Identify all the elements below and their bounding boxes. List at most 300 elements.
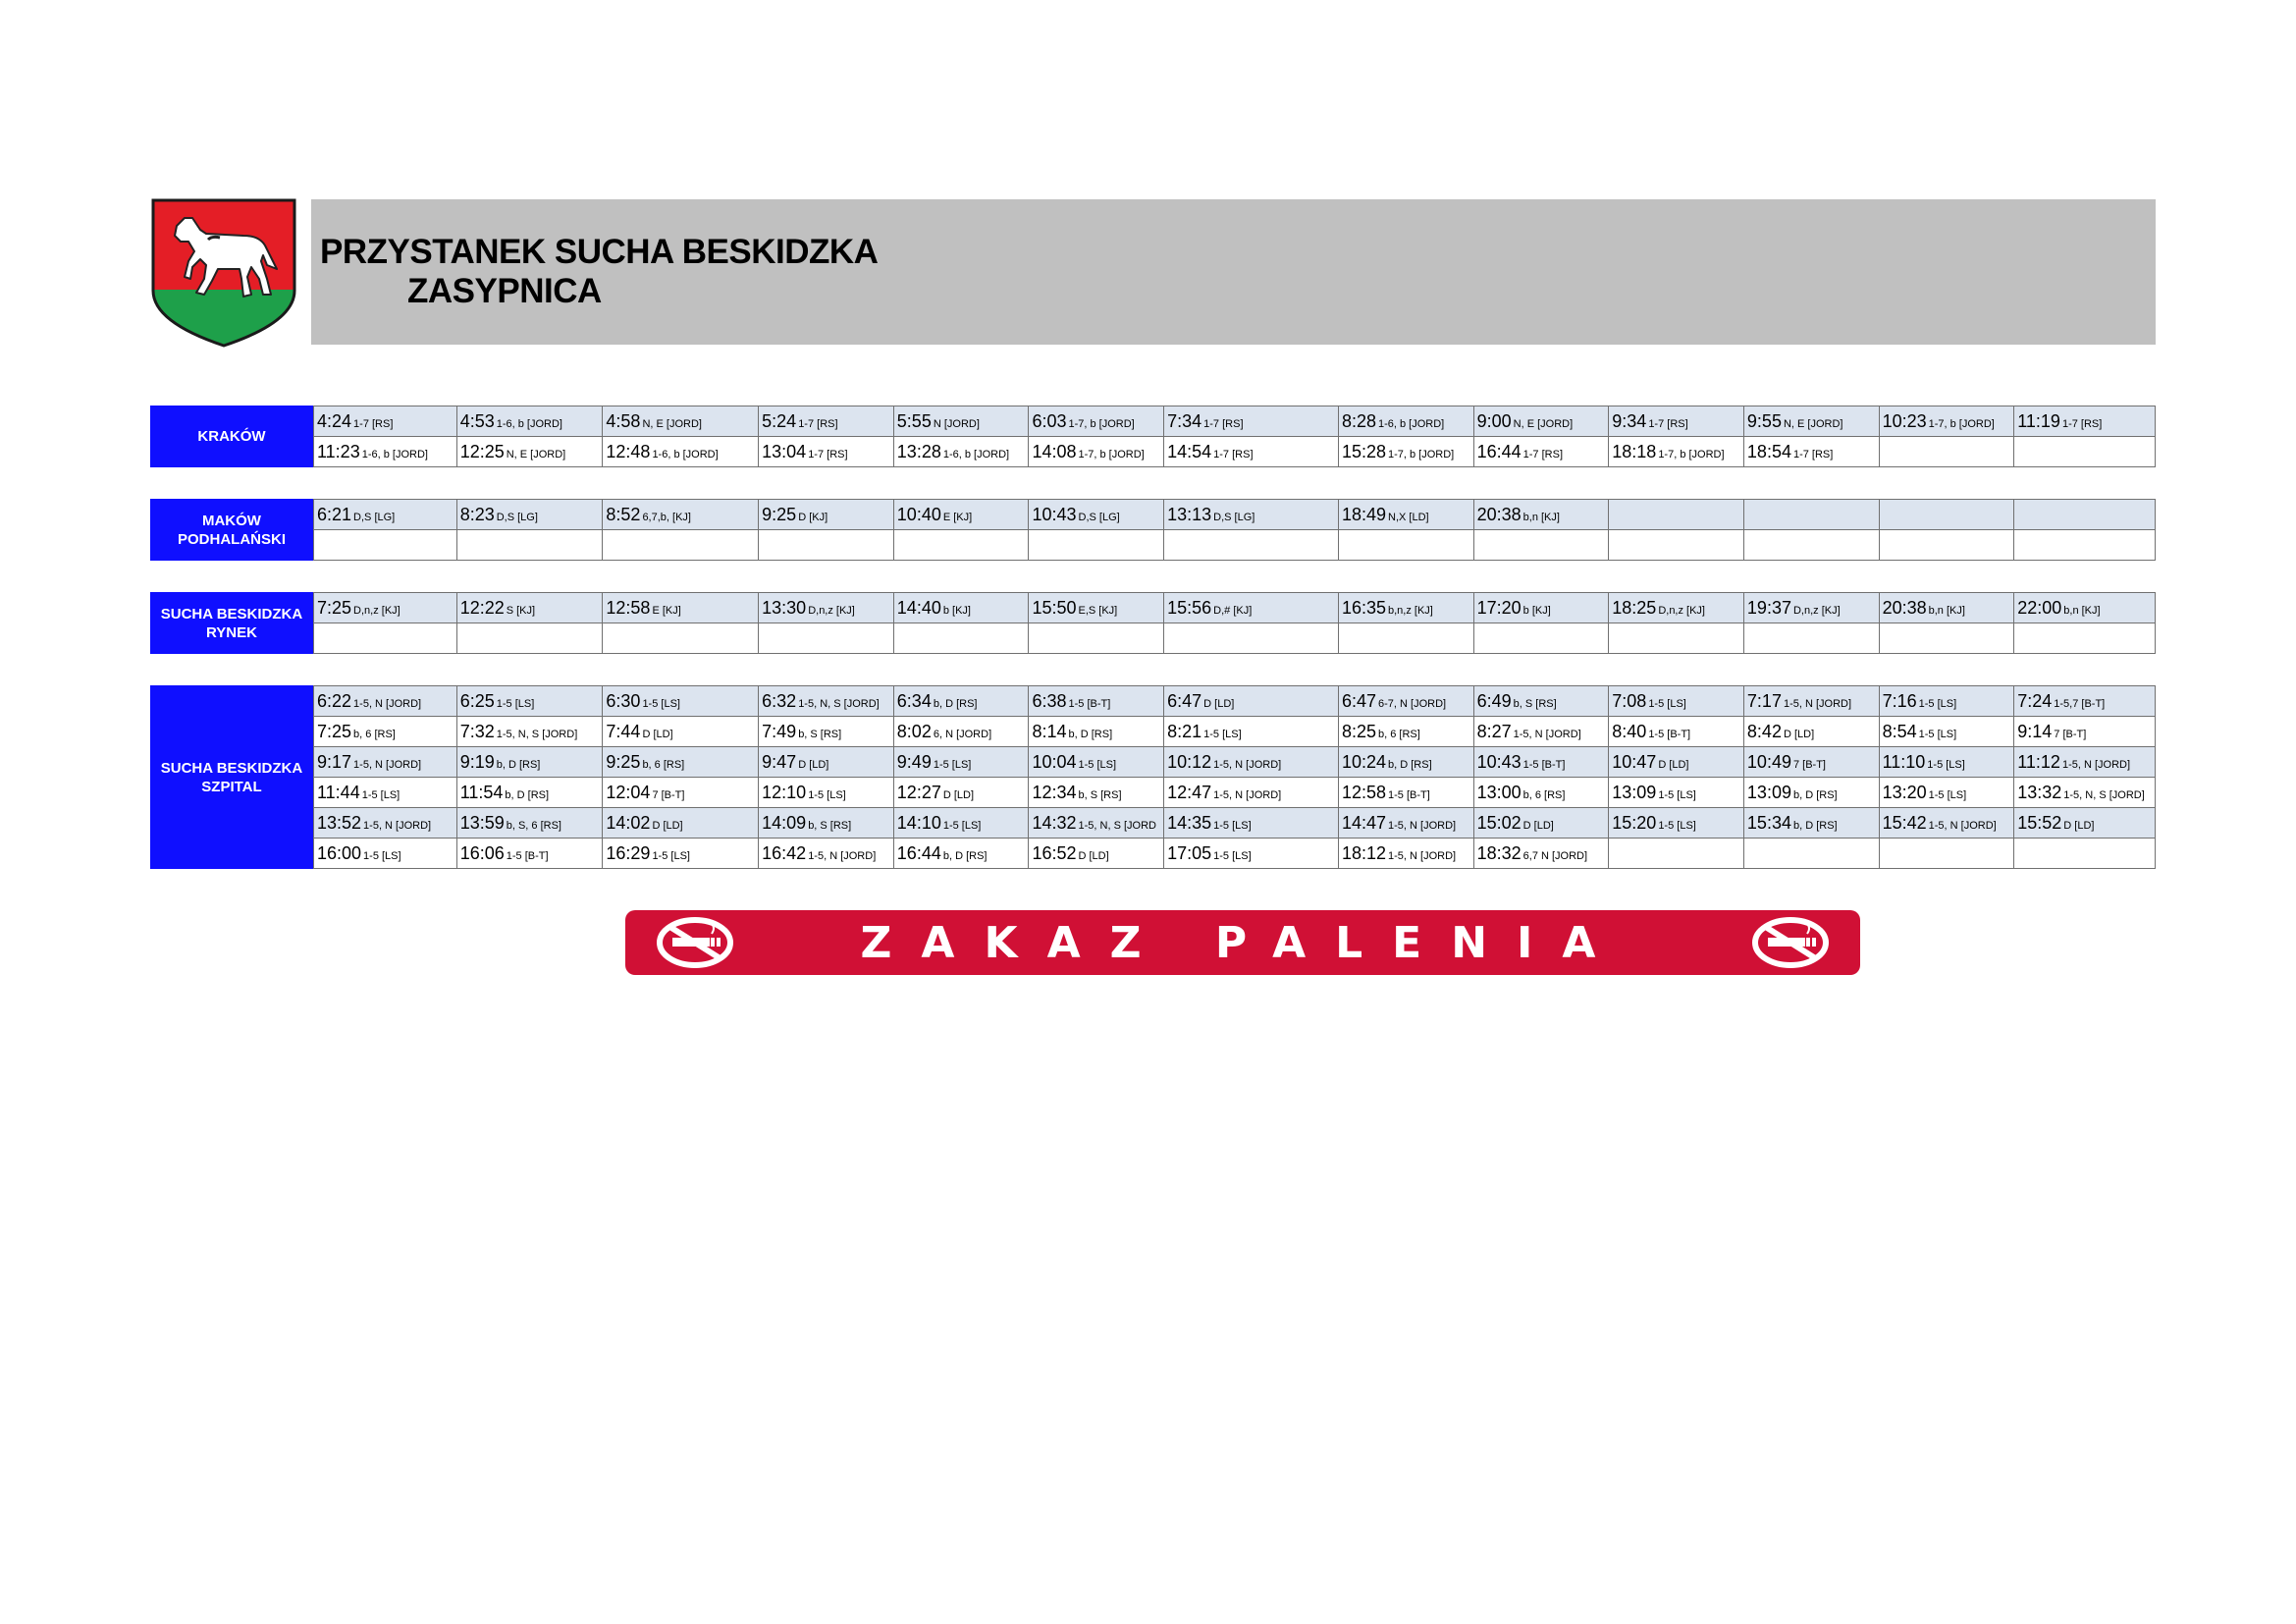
- departure-notes: 1-5, N [JORD]: [1388, 819, 1457, 832]
- destination-label-line: PODHALAŃSKI: [177, 530, 286, 548]
- departure-cell: [1338, 500, 1473, 530]
- timetable-block-rynek: [150, 592, 2156, 654]
- departure-cell: [759, 500, 894, 530]
- departure-time: 20:38: [1476, 504, 1522, 524]
- departure-cell: [456, 839, 603, 869]
- departure-notes: b, 6 [RS]: [1522, 788, 1566, 801]
- departure-notes: 1-5 [B-T]: [1648, 728, 1691, 740]
- departure-time: 16:00: [317, 842, 362, 863]
- departure-cell: [1338, 530, 1473, 561]
- departure-cell: [2014, 593, 2156, 623]
- departure-cell: [1609, 500, 1744, 530]
- departure-notes: 1-5, N, S [JORD]: [2063, 788, 2145, 801]
- departure-cell: [314, 500, 457, 530]
- departure-notes: b, D [RS]: [496, 758, 541, 771]
- departure-cell: [456, 437, 603, 467]
- departure-notes: 1-5 [LS]: [1213, 849, 1252, 862]
- departure-cell: [1473, 686, 1609, 717]
- departure-notes: 1-5 [LS]: [1658, 819, 1696, 832]
- departure-cell: [1743, 717, 1879, 747]
- departure-notes: D [LD]: [1522, 819, 1554, 832]
- departure-time: 7:16: [1882, 690, 1917, 711]
- no-smoking-banner: [625, 910, 1860, 975]
- departure-cell: [1609, 530, 1744, 561]
- departure-notes: 1-5 [B-T]: [1388, 788, 1430, 801]
- destination-label-line: MAKÓW: [201, 512, 261, 529]
- departure-notes: 6,7 N [JORD]: [1522, 849, 1588, 862]
- departure-cell: [1473, 717, 1609, 747]
- departure-time: 13:20: [1882, 782, 1927, 802]
- departure-cell: [1029, 530, 1164, 561]
- departure-notes: b [KJ]: [942, 604, 971, 617]
- departure-time: 14:35: [1167, 812, 1212, 833]
- departure-time: 8:14: [1032, 721, 1067, 741]
- departure-cell: [1879, 808, 2014, 839]
- departure-cell: [456, 747, 603, 778]
- departure-notes: 6,7,b, [KJ]: [642, 511, 691, 523]
- departure-time: 15:02: [1476, 812, 1522, 833]
- departure-notes: D,n,z [KJ]: [1792, 604, 1841, 617]
- departure-time: 16:35: [1341, 597, 1386, 618]
- page-title: PRZYSTANEK SUCHA BESKIDZKA: [320, 233, 879, 271]
- table-row: [314, 686, 2156, 717]
- departure-cell: [1473, 500, 1609, 530]
- departure-cell: [1029, 437, 1164, 467]
- departure-notes: E,S [KJ]: [1078, 604, 1118, 617]
- timetable-block-makow: [150, 499, 2156, 561]
- departure-time: 7:44: [606, 721, 641, 741]
- no-smoking-icon: [1750, 916, 1831, 969]
- departure-notes: D [LD]: [652, 819, 683, 832]
- departure-time: 12:04: [606, 782, 651, 802]
- departure-cell: [1029, 406, 1164, 437]
- departure-cell: [759, 623, 894, 654]
- departure-time: 16:52: [1032, 842, 1077, 863]
- destination-label: [150, 406, 313, 467]
- table-row: [314, 530, 2156, 561]
- departure-notes: 1-5 [LS]: [1203, 728, 1242, 740]
- departure-cell: [2014, 839, 2156, 869]
- departure-cell: [603, 747, 759, 778]
- departure-cell: [1609, 778, 1744, 808]
- departure-cell: [759, 437, 894, 467]
- table-row: [314, 717, 2156, 747]
- table-row: [314, 500, 2156, 530]
- departure-time: 15:34: [1746, 812, 1791, 833]
- departure-time: 12:27: [896, 782, 941, 802]
- departure-notes: D,# [KJ]: [1213, 604, 1253, 617]
- departure-cell: [1029, 623, 1164, 654]
- departure-time: 9:25: [606, 751, 641, 772]
- departure-cell: [1338, 686, 1473, 717]
- departure-notes: 1-7, b [JORD]: [1068, 417, 1135, 430]
- departure-time: 6:25: [459, 690, 495, 711]
- departure-time: 15:52: [2017, 812, 2062, 833]
- departure-time: 16:06: [459, 842, 505, 863]
- departure-cell: [603, 808, 759, 839]
- departure-time: 17:20: [1476, 597, 1522, 618]
- departure-time: 8:23: [459, 504, 495, 524]
- departure-cell: [456, 406, 603, 437]
- departure-notes: b, S [RS]: [798, 728, 842, 740]
- departure-time: 12:58: [1341, 782, 1386, 802]
- departure-notes: 1-7 [RS]: [798, 417, 838, 430]
- table-row: [314, 623, 2156, 654]
- departure-time: 8:28: [1341, 410, 1376, 431]
- departure-notes: 1-6, b [JORD]: [652, 448, 719, 460]
- departure-cell: [1164, 437, 1339, 467]
- departure-notes: D [LD]: [798, 758, 829, 771]
- destination-label-line: SUCHA BESKIDZKA: [160, 759, 303, 777]
- departure-notes: D [KJ]: [798, 511, 828, 523]
- departure-time: 6:32: [762, 690, 797, 711]
- departure-notes: 1-5 [LS]: [942, 819, 982, 832]
- departure-time: 15:28: [1341, 441, 1386, 461]
- departure-time: 18:32: [1476, 842, 1522, 863]
- departure-notes: E [KJ]: [652, 604, 681, 617]
- departure-time: 11:44: [317, 782, 360, 802]
- departure-notes: 1-5, N [JORD]: [1388, 849, 1457, 862]
- departure-cell: [603, 686, 759, 717]
- departure-notes: D,n,z [KJ]: [808, 604, 855, 617]
- departure-table: [313, 592, 2156, 654]
- departure-time: 11:12: [2017, 751, 2060, 772]
- departure-cell: [314, 623, 457, 654]
- departure-cell: [893, 808, 1029, 839]
- departure-time: 8:27: [1476, 721, 1512, 741]
- departure-time: 9:14: [2017, 721, 2053, 741]
- departure-cell: [1879, 437, 2014, 467]
- departure-cell: [1743, 530, 1879, 561]
- departure-time: 4:53: [459, 410, 495, 431]
- departure-notes: b,n [KJ]: [2063, 604, 2101, 617]
- departure-notes: 1-5 [LS]: [363, 849, 401, 862]
- departure-cell: [1338, 839, 1473, 869]
- departure-cell: [314, 747, 457, 778]
- departure-cell: [1164, 717, 1339, 747]
- departure-table: [313, 499, 2156, 561]
- departure-notes: b, D [RS]: [1792, 788, 1838, 801]
- table-row: [314, 593, 2156, 623]
- departure-cell: [893, 500, 1029, 530]
- departure-cell: [2014, 717, 2156, 747]
- departure-notes: 1-5 [LS]: [496, 697, 535, 710]
- departure-notes: N,X [LD]: [1388, 511, 1429, 523]
- departure-cell: [1743, 406, 1879, 437]
- departure-cell: [1609, 593, 1744, 623]
- departure-time: 12:34: [1032, 782, 1077, 802]
- departure-notes: 1-7 [RS]: [1522, 448, 1564, 460]
- departure-time: 16:42: [762, 842, 807, 863]
- departure-notes: b, 6 [RS]: [642, 758, 685, 771]
- departure-notes: 1-5, N [JORD]: [2061, 758, 2131, 771]
- departure-time: 8:42: [1746, 721, 1782, 741]
- departure-cell: [1164, 500, 1339, 530]
- departure-notes: N, E [JORD]: [642, 417, 702, 430]
- departure-cell: [314, 406, 457, 437]
- departure-cell: [1879, 406, 2014, 437]
- departure-notes: b,n [KJ]: [1928, 604, 1965, 617]
- departure-notes: 1-5, N [JORD]: [363, 819, 432, 832]
- departure-cell: [2014, 747, 2156, 778]
- destination-label: [150, 499, 313, 561]
- departure-cell: [314, 778, 457, 808]
- departure-time: 13:59: [459, 812, 505, 833]
- departure-cell: [759, 808, 894, 839]
- departure-cell: [1164, 747, 1339, 778]
- departure-cell: [1029, 839, 1164, 869]
- departure-notes: N, E [JORD]: [506, 448, 566, 460]
- departure-cell: [1029, 747, 1164, 778]
- departure-cell: [893, 406, 1029, 437]
- departure-cell: [1879, 500, 2014, 530]
- departure-notes: b, D [RS]: [933, 697, 978, 710]
- departure-cell: [759, 406, 894, 437]
- departure-cell: [1609, 717, 1744, 747]
- departure-cell: [1473, 437, 1609, 467]
- departure-cell: [1609, 839, 1744, 869]
- departure-time: 15:42: [1882, 812, 1927, 833]
- departure-time: 7:24: [2017, 690, 2053, 711]
- departure-notes: b [KJ]: [1522, 604, 1551, 617]
- departure-time: 18:49: [1341, 504, 1386, 524]
- departure-cell: [603, 778, 759, 808]
- departure-cell: [759, 717, 894, 747]
- departure-time: 9:47: [762, 751, 797, 772]
- departure-cell: [314, 686, 457, 717]
- departure-cell: [1743, 686, 1879, 717]
- departure-time: 7:49: [762, 721, 797, 741]
- departure-notes: 1-7, b [JORD]: [1388, 448, 1455, 460]
- departure-notes: 1-5 [LS]: [642, 697, 680, 710]
- departure-time: 6:03: [1032, 410, 1067, 431]
- departure-cell: [456, 593, 603, 623]
- departure-time: 6:22: [317, 690, 352, 711]
- departure-cell: [1338, 593, 1473, 623]
- departure-notes: 1-7, b [JORD]: [1658, 448, 1725, 460]
- departure-cell: [1164, 406, 1339, 437]
- table-row: [314, 747, 2156, 778]
- departure-cell: [1473, 406, 1609, 437]
- departure-cell: [1743, 778, 1879, 808]
- departure-cell: [603, 530, 759, 561]
- departure-time: 5:55: [896, 410, 932, 431]
- departure-table: [313, 685, 2156, 869]
- table-row: [314, 839, 2156, 869]
- departure-time: 14:32: [1032, 812, 1077, 833]
- departure-time: 11:10: [1882, 751, 1926, 772]
- departure-notes: 1-7 [RS]: [808, 448, 848, 460]
- departure-time: 17:05: [1167, 842, 1212, 863]
- departure-notes: b, D [RS]: [1792, 819, 1838, 832]
- departure-notes: 1-5 [LS]: [652, 849, 690, 862]
- departure-cell: [1164, 530, 1339, 561]
- departure-cell: [1164, 778, 1339, 808]
- departure-time: 12:22: [459, 597, 505, 618]
- departure-time: 11:54: [459, 782, 504, 802]
- departure-cell: [1743, 623, 1879, 654]
- departure-cell: [603, 839, 759, 869]
- departure-notes: D [LD]: [1078, 849, 1109, 862]
- departure-cell: [1743, 500, 1879, 530]
- departure-notes: 1-5 [LS]: [1927, 758, 1965, 771]
- departure-cell: [1879, 839, 2014, 869]
- departure-cell: [1473, 530, 1609, 561]
- page-subtitle: ZASYPNICA: [407, 272, 602, 310]
- departure-notes: 1-5 [B-T]: [1522, 758, 1566, 771]
- departure-cell: [893, 839, 1029, 869]
- departure-time: 7:32: [459, 721, 495, 741]
- departure-cell: [456, 686, 603, 717]
- departure-notes: 1-5, N, S [JORD: [1078, 819, 1156, 832]
- destination-label: [150, 592, 313, 654]
- departure-cell: [1473, 778, 1609, 808]
- departure-notes: 1-6, b [JORD]: [361, 448, 428, 460]
- departure-notes: D,S [LG]: [353, 511, 396, 523]
- departure-cell: [1029, 778, 1164, 808]
- departure-time: 16:44: [896, 842, 941, 863]
- departure-time: 4:58: [606, 410, 641, 431]
- coat-of-arms-icon: [149, 196, 298, 349]
- departure-notes: 1-5, N [JORD]: [1213, 758, 1282, 771]
- departure-notes: D [LD]: [1203, 697, 1235, 710]
- departure-cell: [1879, 530, 2014, 561]
- departure-notes: b, S [RS]: [1078, 788, 1122, 801]
- departure-cell: [1879, 717, 2014, 747]
- departure-cell: [2014, 623, 2156, 654]
- timetable-block-szpital: [150, 685, 2156, 869]
- departure-time: 6:34: [896, 690, 932, 711]
- departure-time: 20:38: [1882, 597, 1927, 618]
- departure-time: 10:04: [1032, 751, 1077, 772]
- departure-notes: 1-5, N [JORD]: [1513, 728, 1581, 740]
- departure-time: 10:49: [1746, 751, 1791, 772]
- departure-time: 6:49: [1476, 690, 1512, 711]
- departure-time: 14:54: [1167, 441, 1212, 461]
- departure-time: 5:24: [762, 410, 797, 431]
- departure-cell: [314, 808, 457, 839]
- departure-notes: S [KJ]: [506, 604, 536, 617]
- departure-notes: 1-5, N [JORD]: [1783, 697, 1852, 710]
- departure-cell: [759, 839, 894, 869]
- departure-time: 8:21: [1167, 721, 1202, 741]
- departure-notes: 1-5 [LS]: [1928, 788, 1967, 801]
- departure-cell: [456, 530, 603, 561]
- departure-cell: [1473, 808, 1609, 839]
- departure-cell: [1164, 839, 1339, 869]
- departure-notes: b, D [RS]: [1068, 728, 1113, 740]
- departure-cell: [314, 593, 457, 623]
- departure-cell: [893, 747, 1029, 778]
- departure-cell: [1879, 686, 2014, 717]
- departure-cell: [2014, 530, 2156, 561]
- departure-time: 13:32: [2017, 782, 2062, 802]
- departure-cell: [1609, 623, 1744, 654]
- departure-time: 15:50: [1032, 597, 1077, 618]
- departure-cell: [1164, 593, 1339, 623]
- departure-notes: b, S [RS]: [808, 819, 852, 832]
- table-row: [314, 778, 2156, 808]
- departure-time: 18:25: [1612, 597, 1657, 618]
- departure-cell: [1164, 686, 1339, 717]
- departure-cell: [1879, 593, 2014, 623]
- departure-cell: [456, 808, 603, 839]
- departure-notes: b, 6 [RS]: [353, 728, 396, 740]
- departure-notes: D [LD]: [2063, 819, 2095, 832]
- departure-cell: [1743, 593, 1879, 623]
- departure-cell: [1879, 778, 2014, 808]
- departure-time: 11:19: [2017, 410, 2060, 431]
- departure-cell: [2014, 500, 2156, 530]
- departure-time: 13:28: [896, 441, 941, 461]
- departure-notes: D,S [LG]: [1078, 511, 1120, 523]
- departure-cell: [603, 623, 759, 654]
- departure-time: 8:54: [1882, 721, 1917, 741]
- departure-cell: [1743, 839, 1879, 869]
- departure-time: 12:25: [459, 441, 505, 461]
- departure-notes: D [LD]: [1658, 758, 1689, 771]
- departure-cell: [1338, 717, 1473, 747]
- departure-notes: 1-5, N [JORD]: [353, 758, 422, 771]
- departure-time: 8:25: [1341, 721, 1376, 741]
- departure-cell: [456, 623, 603, 654]
- departure-time: 4:24: [317, 410, 352, 431]
- departure-time: 12:58: [606, 597, 651, 618]
- departure-time: 10:24: [1341, 751, 1386, 772]
- destination-label-line: RYNEK: [206, 623, 257, 641]
- departure-time: 6:21: [317, 504, 352, 524]
- departure-time: 9:25: [762, 504, 797, 524]
- departure-time: 19:37: [1746, 597, 1791, 618]
- departure-cell: [893, 437, 1029, 467]
- departure-cell: [2014, 808, 2156, 839]
- departure-time: 7:34: [1167, 410, 1202, 431]
- departure-cell: [1338, 406, 1473, 437]
- departure-time: 12:48: [606, 441, 651, 461]
- departure-cell: [456, 500, 603, 530]
- departure-notes: 1-5 [LS]: [1078, 758, 1117, 771]
- table-row: [314, 437, 2156, 467]
- departure-cell: [314, 530, 457, 561]
- departure-cell: [893, 623, 1029, 654]
- departure-notes: 7 [B-T]: [1792, 758, 1826, 771]
- departure-time: 13:52: [317, 812, 362, 833]
- departure-time: 16:29: [606, 842, 651, 863]
- departure-notes: b,n,z [KJ]: [1388, 604, 1433, 617]
- departure-time: 12:10: [762, 782, 807, 802]
- departure-time: 10:12: [1167, 751, 1212, 772]
- departure-notes: 1-7 [RS]: [353, 417, 394, 430]
- departure-notes: b, D [RS]: [942, 849, 988, 862]
- departure-time: 13:30: [762, 597, 807, 618]
- departure-cell: [893, 717, 1029, 747]
- departure-cell: [759, 778, 894, 808]
- departure-notes: 1-7 [RS]: [1648, 417, 1688, 430]
- departure-time: 14:47: [1341, 812, 1386, 833]
- departure-time: 14:08: [1032, 441, 1077, 461]
- departure-cell: [1338, 808, 1473, 839]
- departure-notes: 1-7, b [JORD]: [1928, 417, 1995, 430]
- departure-time: 15:20: [1612, 812, 1657, 833]
- departure-cell: [759, 686, 894, 717]
- departure-time: 15:56: [1167, 597, 1212, 618]
- departure-time: 13:13: [1167, 504, 1212, 524]
- departure-notes: N, E [JORD]: [1783, 417, 1843, 430]
- departure-cell: [1743, 808, 1879, 839]
- departure-time: 9:34: [1612, 410, 1647, 431]
- departure-time: 10:40: [896, 504, 941, 524]
- departure-cell: [893, 530, 1029, 561]
